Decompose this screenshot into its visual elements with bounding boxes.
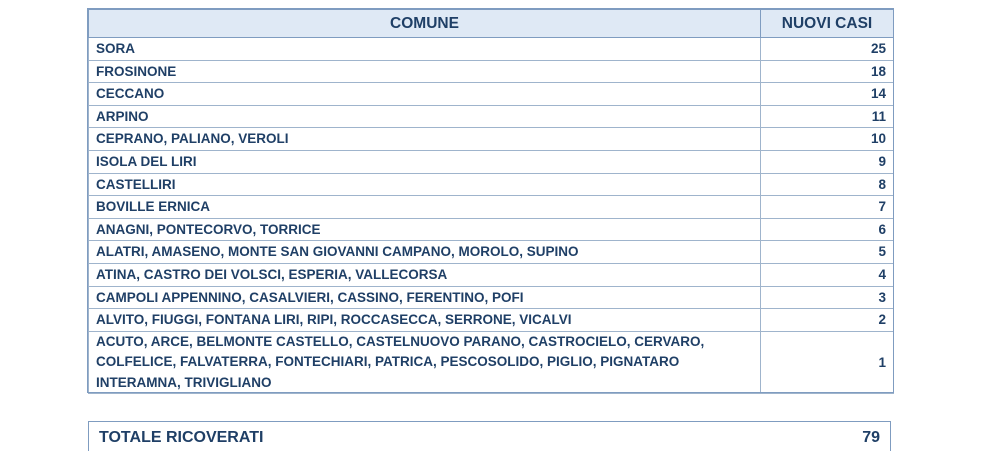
comune-cell: ATINA, CASTRO DEI VOLSCI, ESPERIA, VALLECORSA [89, 263, 761, 286]
casi-cell: 5 [761, 241, 894, 264]
totale-ricoverati-box [88, 421, 891, 451]
comune-cell: CASTELLIRI [89, 173, 761, 196]
casi-cell: 14 [761, 83, 894, 106]
comune-cell: SORA [89, 38, 761, 61]
table-row [89, 173, 894, 196]
table-row [89, 83, 894, 106]
table-row [89, 263, 894, 286]
table-row [89, 218, 894, 241]
table-row [89, 60, 894, 83]
comune-cell: ALATRI, AMASENO, MONTE SAN GIOVANNI CAMPANO, MOROLO, SUPINO [89, 241, 761, 264]
table-row [89, 331, 894, 394]
cases-table [88, 9, 894, 394]
comune-cell: ARPINO [89, 105, 761, 128]
comune-cell: BOVILLE ERNICA [89, 196, 761, 219]
casi-cell: 10 [761, 128, 894, 151]
totale-label: TOTALE RICOVERATI [99, 429, 264, 446]
casi-cell: 11 [761, 105, 894, 128]
table-row [89, 105, 894, 128]
casi-cell: 18 [761, 60, 894, 83]
comune-cell: CAMPOLI APPENNINO, CASALVIERI, CASSINO, FERENTINO, POFI [89, 286, 761, 309]
table-row [89, 196, 894, 219]
table-row [89, 150, 894, 173]
comune-cell: ISOLA DEL LIRI [89, 150, 761, 173]
casi-cell: 6 [761, 218, 894, 241]
casi-cell: 7 [761, 196, 894, 219]
cases-table-container [88, 9, 893, 394]
table-row [89, 309, 894, 332]
comune-cell: ACUTO, ARCE, BELMONTE CASTELLO, CASTELNUOVO PARANO, CASTROCIELO, CERVARO, COLFELICE, FALVATERRA, FONTECHIARI, PATRICA, PESCOSOLIDO, PIGLIO, PIGNATARO INTERAMNA, TRIVIGLIANO [89, 331, 761, 394]
table-row [89, 241, 894, 264]
casi-cell: 8 [761, 173, 894, 196]
header-nuovi-casi: NUOVI CASI [761, 10, 894, 38]
casi-cell: 4 [761, 263, 894, 286]
comune-cell: ALVITO, FIUGGI, FONTANA LIRI, RIPI, ROCCASECCA, SERRONE, VICALVI [89, 309, 761, 332]
casi-cell: 3 [761, 286, 894, 309]
casi-cell: 1 [761, 331, 894, 394]
casi-cell: 9 [761, 150, 894, 173]
comune-cell: FROSINONE [89, 60, 761, 83]
table-header-row [89, 10, 894, 38]
casi-cell: 2 [761, 309, 894, 332]
totale-value: 79 [862, 429, 880, 446]
comune-cell: ANAGNI, PONTECORVO, TORRICE [89, 218, 761, 241]
casi-cell: 25 [761, 38, 894, 61]
table-row [89, 128, 894, 151]
table-row [89, 286, 894, 309]
comune-cell: CEPRANO, PALIANO, VEROLI [89, 128, 761, 151]
header-comune: COMUNE [89, 10, 761, 38]
table-row [89, 38, 894, 61]
comune-cell: CECCANO [89, 83, 761, 106]
